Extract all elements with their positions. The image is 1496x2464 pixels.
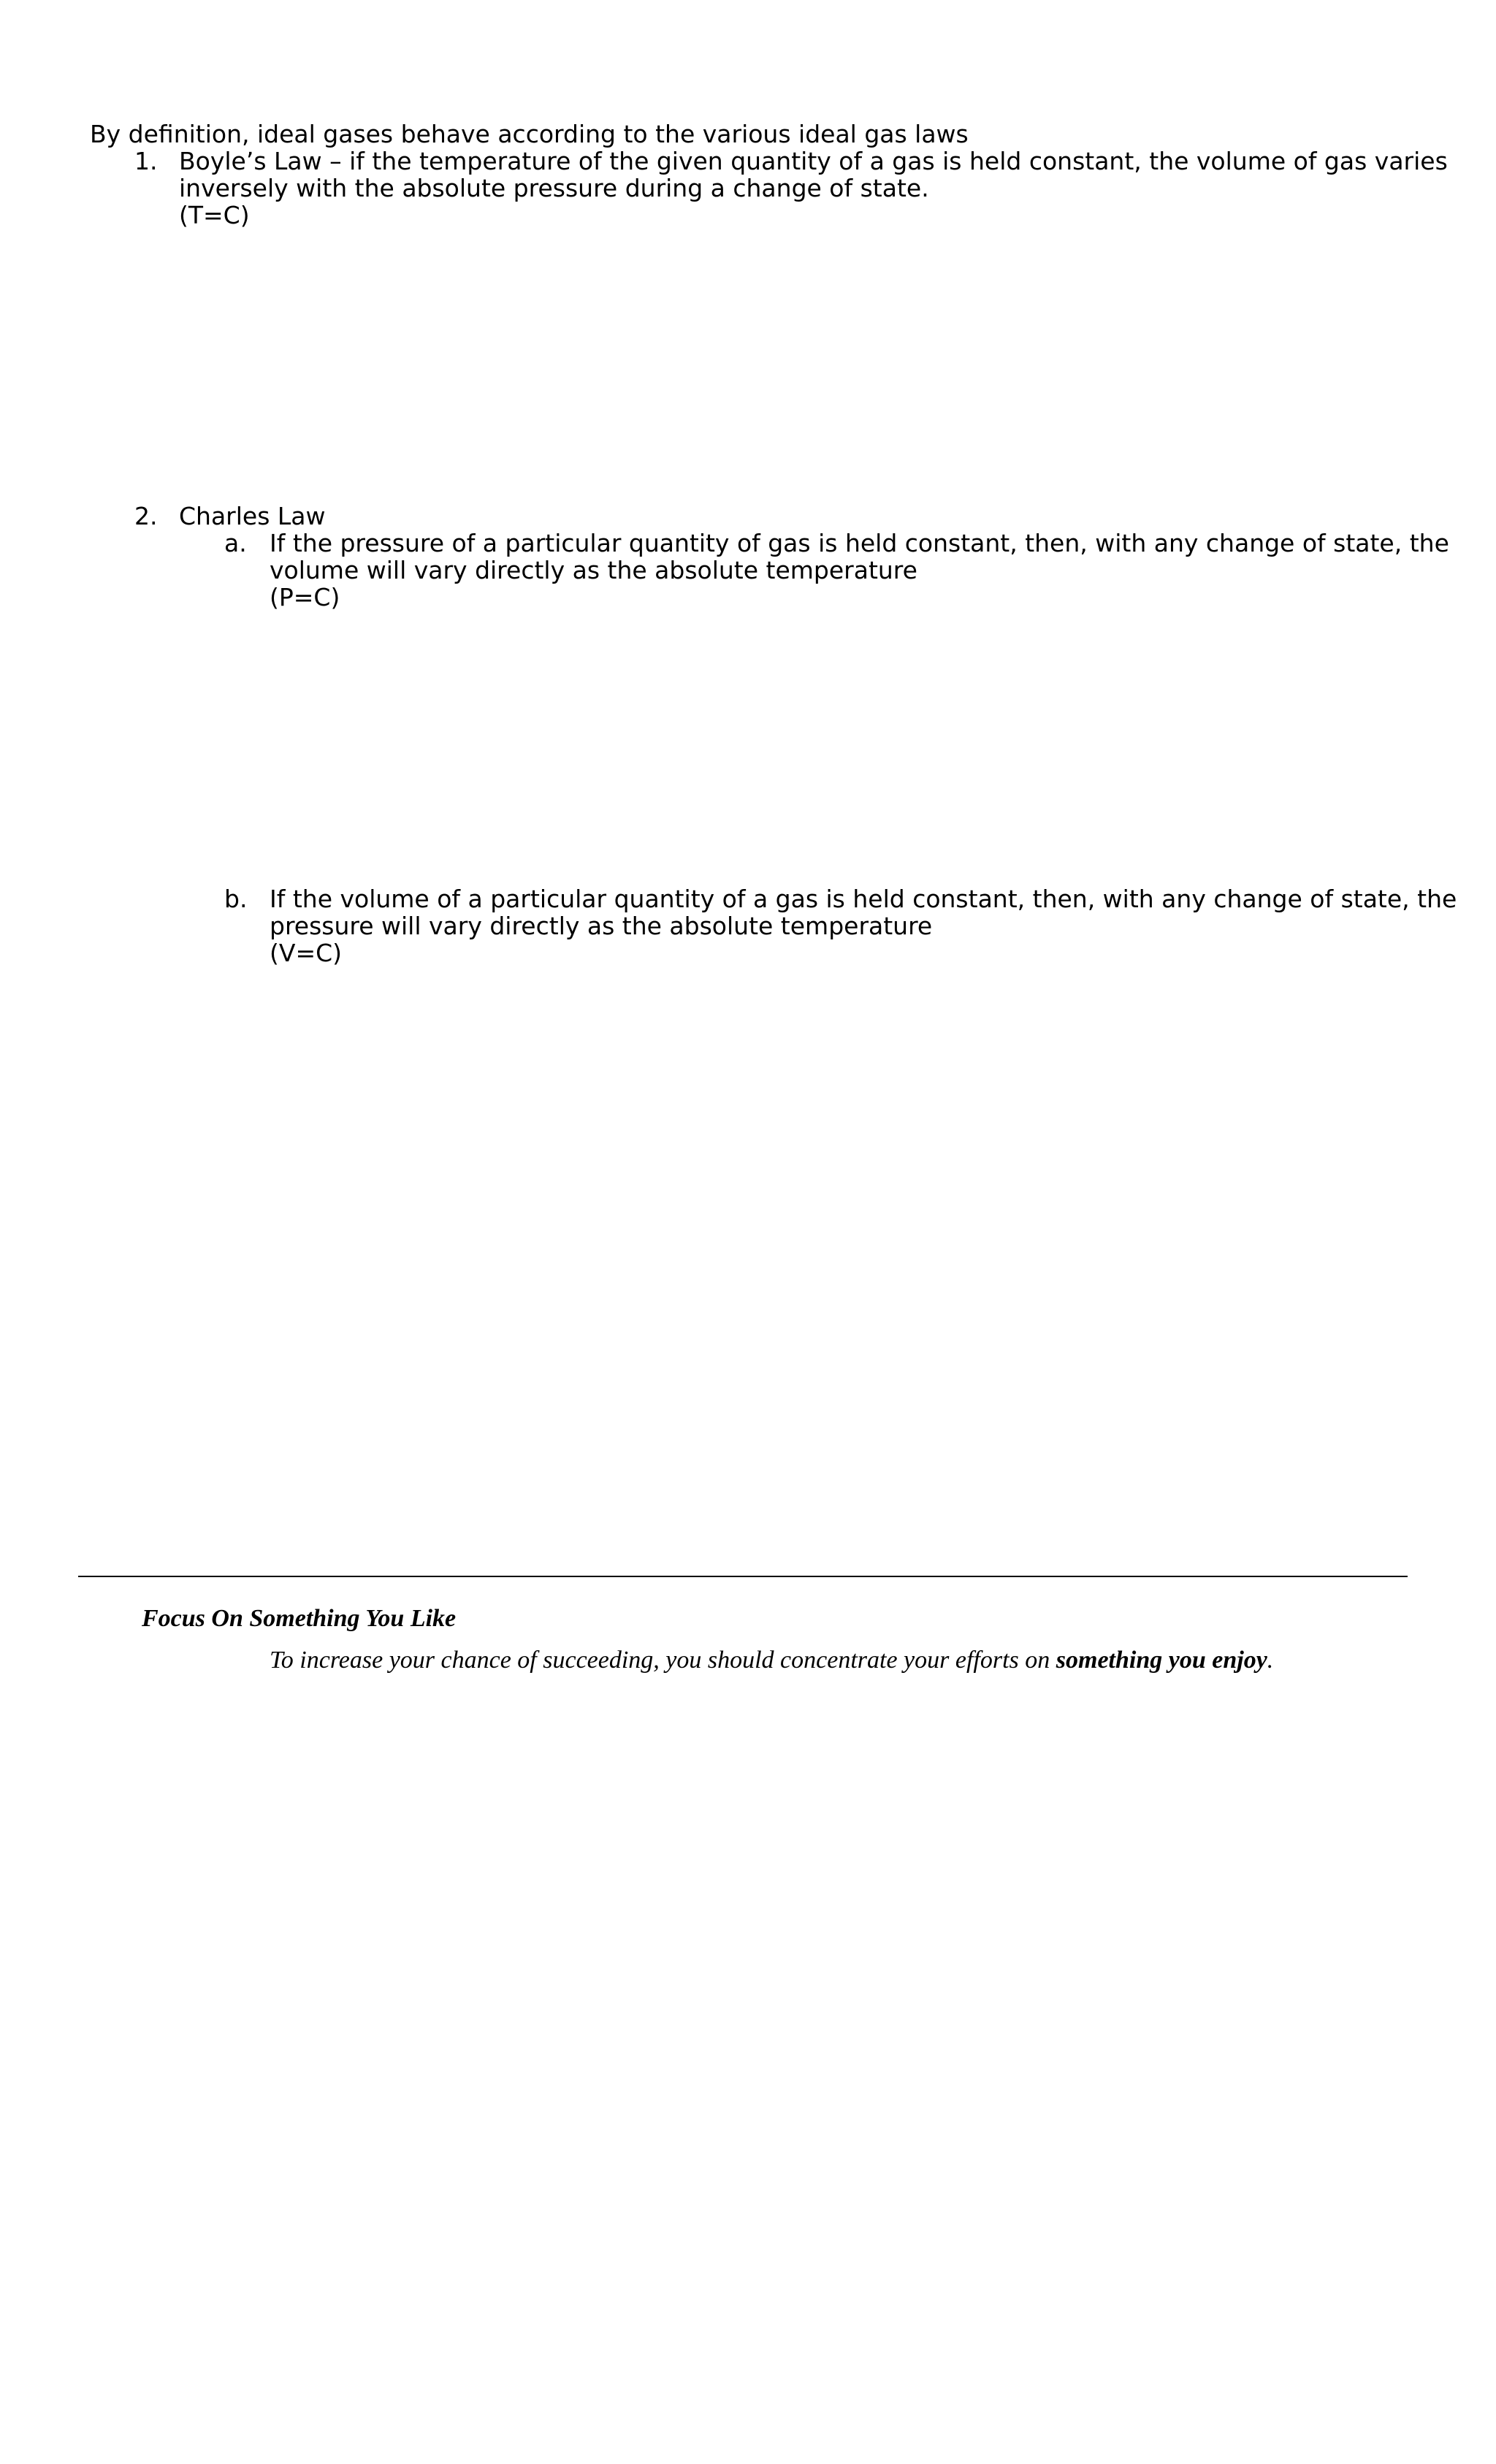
section-divider <box>78 1576 1408 1577</box>
sub-item-a-text-line-2: volume will vary directly as the absolute temperature <box>270 556 917 584</box>
quote-title: Focus On Something You Like <box>142 1605 457 1632</box>
sub-item-a-condition: (P=C) <box>270 583 340 611</box>
quote-body <box>270 1646 1273 1675</box>
boyles-law-text-line-2: inversely with the absolute pressure during a change of state. <box>179 174 929 202</box>
sub-item-b-condition: (V=C) <box>270 939 343 967</box>
sub-item-a-text-line-1: If the pressure of a particular quantity of gas is held constant, then, with any change of state, the <box>270 529 1449 557</box>
sub-item-b-text-line-1: If the volume of a particular quantity of a gas is held constant, then, with any change of state, the <box>270 885 1457 913</box>
boyles-law-condition: (T=C) <box>179 201 250 229</box>
charles-law-title: Charles Law <box>179 502 326 530</box>
quote-body-emphasis: something you enjoy <box>1056 1647 1267 1674</box>
list-number: 2. <box>134 502 158 530</box>
sub-item-letter: a. <box>224 529 247 557</box>
sub-item-letter: b. <box>224 885 248 913</box>
sub-item-b-text-line-2: pressure will vary directly as the absolute temperature <box>270 912 933 940</box>
intro-text: By definition, ideal gases behave according to the various ideal gas laws <box>90 120 969 148</box>
quote-body-prefix: To increase your chance of succeeding, you should concentrate your efforts on <box>270 1647 1056 1674</box>
list-number: 1. <box>134 147 158 175</box>
boyles-law-text-line-1: Boyle’s Law – if the temperature of the given quantity of a gas is held constant, the volume of gas varies <box>179 147 1448 175</box>
quote-body-suffix: . <box>1267 1647 1274 1674</box>
